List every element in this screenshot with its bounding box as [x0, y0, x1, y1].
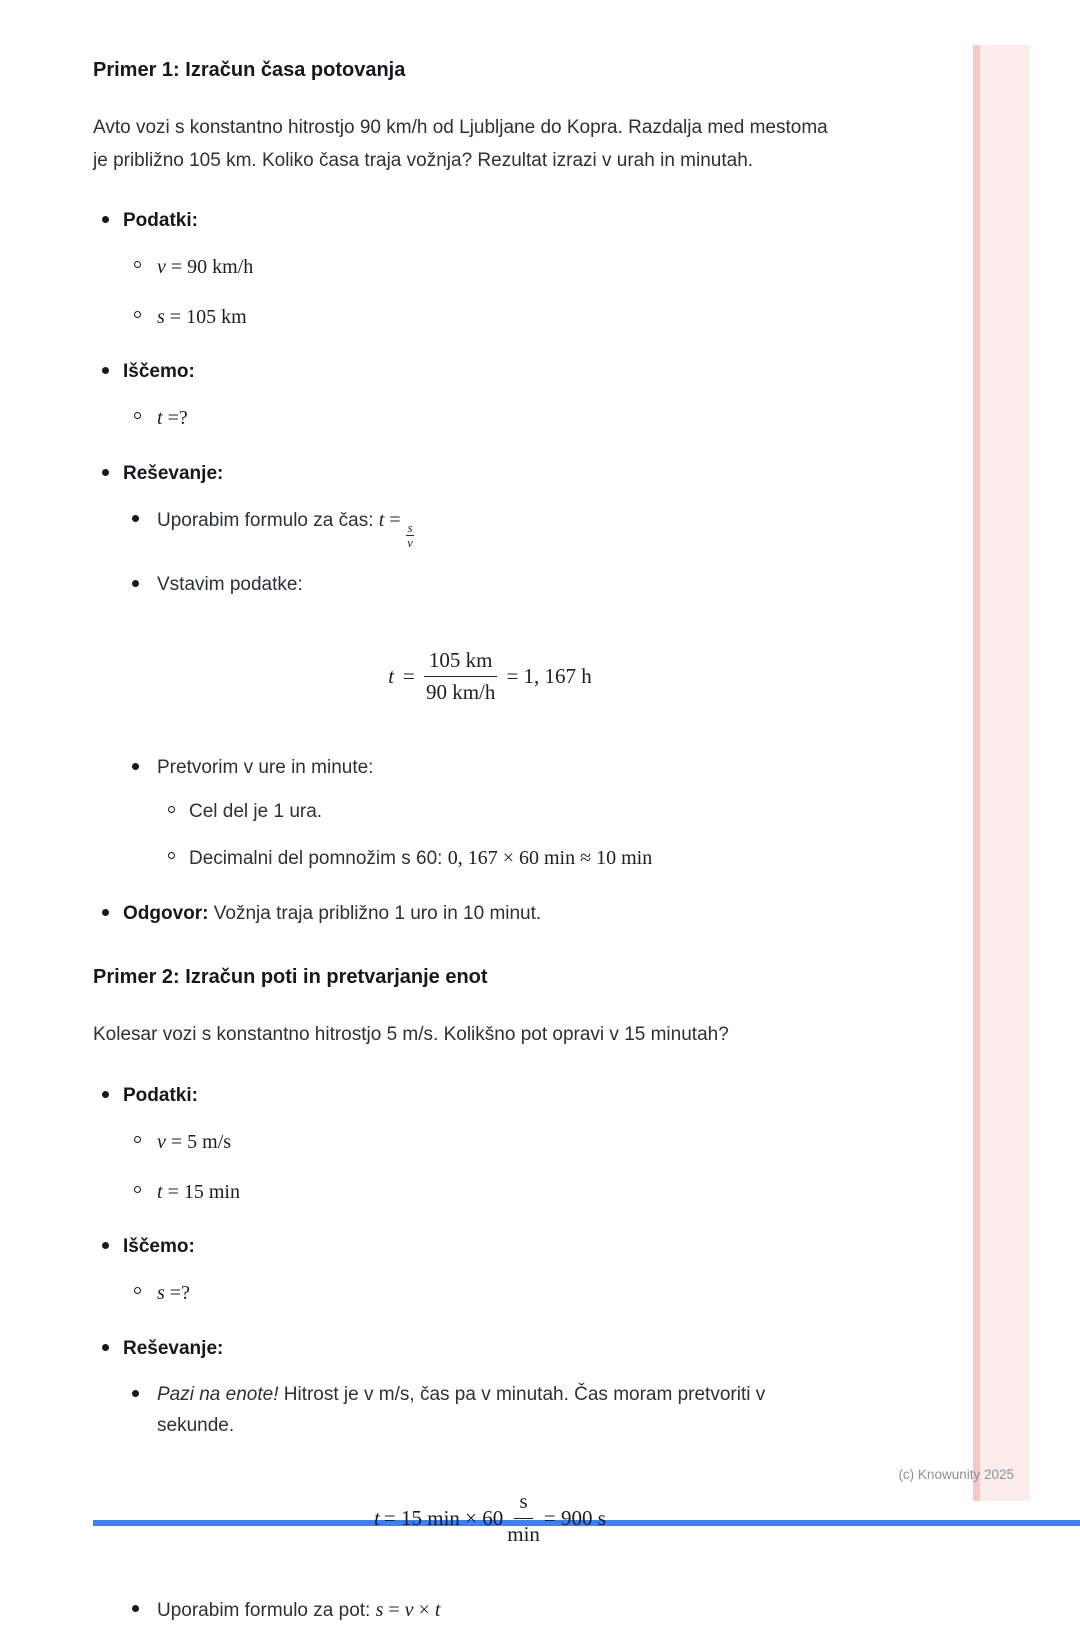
list-item-substep: [157, 842, 823, 876]
bullet-disc-icon: [132, 515, 139, 522]
inline-fraction: [406, 521, 415, 551]
right-margin-stripe-edge: [973, 45, 980, 1501]
step-text: Uporabim formulo za pot:: [157, 1599, 376, 1621]
list-item-step: [123, 1379, 823, 1548]
step-text: Uporabim formulo za čas:: [157, 509, 379, 531]
math-var: t: [378, 508, 385, 531]
podatki-sublist: [123, 251, 893, 334]
list-item-math: [123, 251, 823, 285]
fraction-numerator: 105 km: [424, 647, 498, 677]
math-var: t: [374, 1505, 380, 1530]
bullet-circle-icon: [168, 852, 175, 859]
math-rest: =?: [162, 407, 188, 430]
list-item-step: [123, 1594, 823, 1628]
fraction-denominator: v: [407, 536, 413, 551]
podatki-label: Podatki:: [123, 210, 198, 232]
iscemo-sublist: [123, 402, 893, 436]
bullet-disc-icon: [102, 1344, 109, 1351]
math-var: t: [434, 1598, 441, 1621]
iscemo-label: Iščemo:: [123, 361, 195, 383]
math-result: = 900 s: [543, 1505, 606, 1530]
footer-credit: (c) Knowunity 2025: [898, 1467, 1014, 1482]
math-var: s: [375, 1598, 384, 1621]
math-expression: 0, 167 × 60 min ≈ 10 min: [447, 846, 653, 869]
resevanje-sublist: [123, 504, 893, 876]
list-item-math: [123, 301, 823, 335]
math-op: ×: [413, 1598, 435, 1621]
bullet-disc-icon: [102, 1242, 109, 1249]
resevanje-sublist: [123, 1379, 893, 1628]
iscemo-sublist: [123, 1277, 893, 1311]
math-var: v: [157, 1130, 166, 1153]
math-rest: = 15 min: [162, 1180, 240, 1203]
list-item-resevanje: [93, 458, 893, 876]
list-item-math: [123, 1126, 823, 1160]
bullet-circle-icon: [168, 806, 175, 813]
display-equation-2: [157, 1488, 823, 1548]
step-emphasis: Pazi na enote!: [157, 1383, 279, 1405]
primer1-intro: Avto vozi s konstantno hitrostjo 90 km/h od Ljubljane do Kopra. Razdalja med mestoma je približno 105 km. Koliko časa traja vožnja? Rezultat izrazi v urah in minutah.: [93, 117, 828, 171]
list-item-podatki: [93, 1080, 893, 1209]
math-var: t: [157, 407, 163, 430]
math-rel: =: [384, 508, 406, 531]
math-var: v: [404, 1598, 414, 1621]
list-item-math: [123, 402, 823, 436]
list-item-substep: [157, 796, 823, 828]
list-item-odgovor: [93, 898, 893, 930]
list-item-iscemo: [93, 356, 893, 436]
list-item-step: [123, 569, 823, 707]
bullet-circle-icon: [134, 1287, 141, 1294]
document-body: [93, 56, 893, 1650]
display-equation-1: [157, 647, 823, 707]
fraction-numerator: s: [407, 520, 413, 535]
primer1-list: [93, 205, 893, 929]
primer2-title: Primer 2: Izračun poti in pretvarjanje enot: [93, 966, 488, 989]
podatki-sublist: [123, 1126, 893, 1209]
math-var: t: [388, 663, 395, 688]
math-mid: = 15 min × 60: [383, 1505, 504, 1530]
bullet-circle-icon: [134, 1136, 141, 1143]
list-item-step: [123, 752, 823, 875]
bullet-circle-icon: [134, 311, 141, 318]
fraction-denominator: min: [507, 1521, 540, 1546]
fraction-denominator: 90 km/h: [425, 679, 496, 704]
odgovor-label: Odgovor:: [123, 902, 209, 924]
math-result: = 1, 167 h: [506, 663, 592, 688]
math-var: t: [157, 1180, 163, 1203]
right-margin-stripe: [980, 45, 1030, 1501]
podatki-label: Podatki:: [123, 1085, 198, 1107]
list-item-podatki: [93, 205, 893, 334]
primer1-title: Primer 1: Izračun časa potovanja: [93, 59, 406, 81]
bullet-disc-icon: [102, 1091, 109, 1098]
resevanje-label: Reševanje:: [123, 462, 224, 484]
fraction: [424, 647, 498, 707]
substep-text: Decimalni del pomnožim s 60:: [189, 847, 448, 869]
bullet-circle-icon: [134, 1186, 141, 1193]
primer2-list: [93, 1080, 893, 1628]
step-text: Pretvorim v ure in minute:: [157, 757, 374, 779]
fraction: [507, 1488, 540, 1548]
list-item-iscemo: [93, 1231, 893, 1311]
iscemo-label: Iščemo:: [123, 1236, 195, 1258]
bullet-disc-icon: [132, 763, 139, 770]
step-text: Hitrost je v m/s, čas pa v minutah. Čas moram pretvoriti v sekunde.: [157, 1383, 766, 1437]
bullet-disc-icon: [132, 1605, 139, 1612]
step3-sublist: [157, 796, 823, 876]
math-rest: =?: [164, 1282, 190, 1305]
math-var: v: [157, 256, 166, 279]
substep-text: Cel del je 1 ura.: [189, 801, 323, 822]
bullet-circle-icon: [134, 261, 141, 268]
bullet-circle-icon: [134, 412, 141, 419]
math-rel: =: [383, 1598, 405, 1621]
bullet-disc-icon: [102, 469, 109, 476]
bullet-disc-icon: [102, 367, 109, 374]
list-item-math: [123, 1277, 823, 1311]
bullet-disc-icon: [102, 216, 109, 223]
odgovor-text: Vožnja traja približno 1 uro in 10 minut.: [208, 902, 542, 924]
bullet-disc-icon: [132, 1390, 139, 1397]
bullet-disc-icon: [102, 909, 109, 916]
math-rest: = 90 km/h: [165, 256, 254, 279]
list-item-step: [123, 504, 823, 551]
bullet-disc-icon: [132, 580, 139, 587]
step-text: Vstavim podatke:: [157, 573, 303, 595]
math-rel: =: [403, 663, 415, 688]
primer2-intro: Kolesar vozi s konstantno hitrostjo 5 m/s. Kolikšno pot opravi v 15 minutah?: [93, 1024, 729, 1046]
fraction-numerator: s: [514, 1488, 532, 1518]
resevanje-label: Reševanje:: [123, 1337, 224, 1359]
math-rest: = 5 m/s: [165, 1130, 232, 1153]
list-item-math: [123, 1176, 823, 1210]
math-var: s: [157, 1282, 165, 1305]
math-var: s: [157, 305, 165, 328]
math-rest: = 105 km: [164, 305, 247, 328]
list-item-resevanje: [93, 1333, 893, 1628]
